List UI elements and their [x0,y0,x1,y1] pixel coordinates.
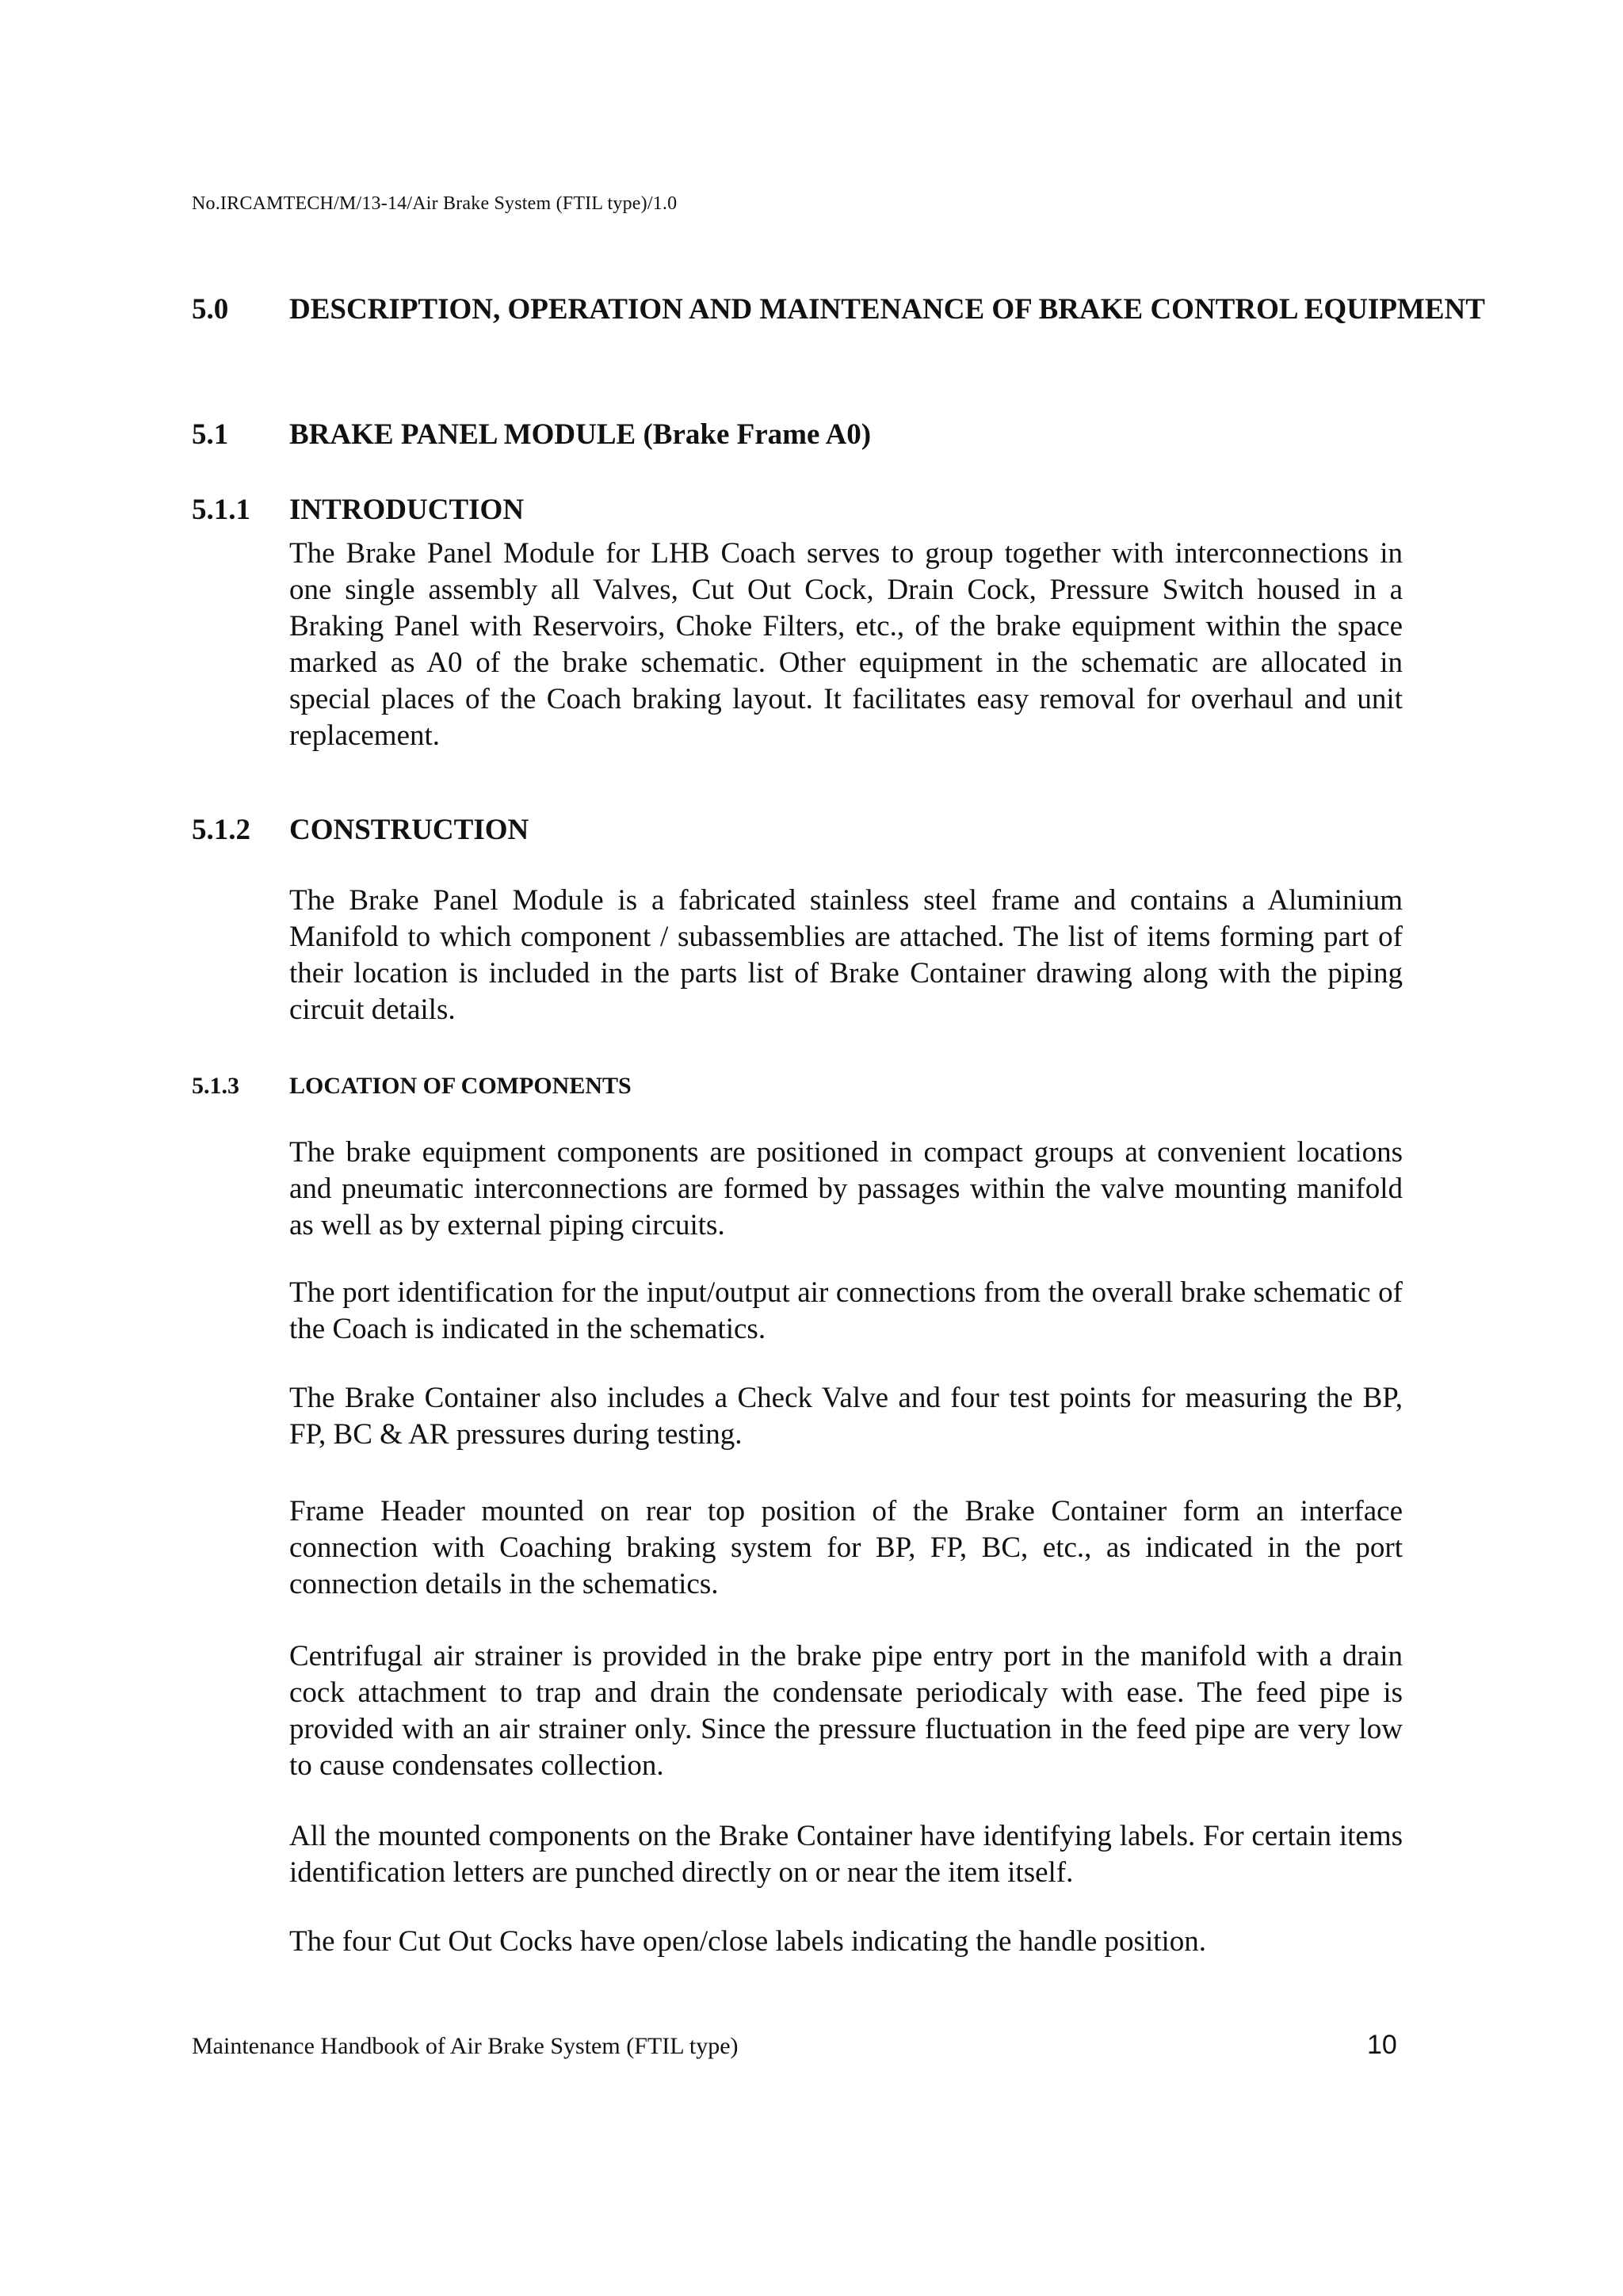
section-heading-5-1-3 [192,1068,1623,1104]
section-heading-5-1 [192,417,1623,453]
section-title: LOCATION OF COMPONENTS [289,1073,632,1099]
paragraph-location-4: Frame Header mounted on rear top position of the Brake Container form an interface connection with Coaching braking system for BP, FP, BC, etc., as indicated in the port connection details in the schematics. [289,1495,1403,1600]
paragraph-location-6: All the mounted components on the Brake Container have identifying labels. For certain items identification letters are punched directly on or near the item itself. [289,1820,1403,1889]
paragraph-construction: The Brake Panel Module is a fabricated stainless steel frame and contains a Aluminium Manifold to which component / subassemblies are attached. The list of items forming part of their location is included in the parts list of Brake Container drawing along with the piping circuit details. [289,884,1403,1026]
section-heading-5-0 [192,292,1623,364]
section-title: DESCRIPTION, OPERATION AND MAINTENANCE OF BRAKE CONTROL EQUIPMENT [289,293,1485,326]
document-reference: No.IRCAMTECH/M/13-14/Air Brake System (FTIL type)/1.0 [192,193,678,214]
section-heading-5-1-1 [192,492,1623,528]
section-number: 5.1.3 [192,1073,239,1099]
section-title: BRAKE PANEL MODULE (Brake Frame A0) [289,418,872,451]
paragraph-introduction: The Brake Panel Module for LHB Coach serves to group together with interconnections in one single assembly all Valves, Cut Out Cock, Drain Cock, Pressure Switch housed in a Braking Panel with Reservoirs, Choke Filters, etc., of the brake equipment within the space marked as A0 of the brake schematic. Other equipment in the schematic are allocated in special places of the Coach braking layout. It facilitates easy removal for overhaul and unit replacement. [289,537,1403,752]
section-number: 5.0 [192,293,229,326]
paragraph-location-2: The port identification for the input/output air connections from the overall brake schematic of the Coach is indicated in the schematics. [289,1276,1403,1345]
paragraph-location-7: The four Cut Out Cocks have open/close labels indicating the handle position. [289,1925,1207,1958]
section-heading-5-1-2 [192,812,1623,849]
section-number: 5.1.2 [192,814,250,846]
section-number: 5.1 [192,418,229,451]
paragraph-location-1: The brake equipment components are positioned in compact groups at convenient locations and pneumatic interconnections are formed by passages within the valve mounting manifold as well as by external piping circuits. [289,1136,1403,1241]
section-title: INTRODUCTION [289,494,525,526]
footer-title: Maintenance Handbook of Air Brake System (FTIL type) [192,2033,739,2059]
paragraph-location-5: Centrifugal air strainer is provided in the brake pipe entry port in the manifold with a drain cock attachment to trap and drain the condensate periodicaly with ease. The feed pipe is provided with an air strainer only. Since the pressure fluctuation in the feed pipe are very low to cause condensates collection. [289,1640,1403,1782]
section-number: 5.1.1 [192,494,250,526]
page-number: 10 [1367,2030,1397,2060]
section-title: CONSTRUCTION [289,814,529,846]
paragraph-location-3: The Brake Container also includes a Check Valve and four test points for measuring the BP, FP, BC & AR pressures during testing. [289,1382,1403,1451]
